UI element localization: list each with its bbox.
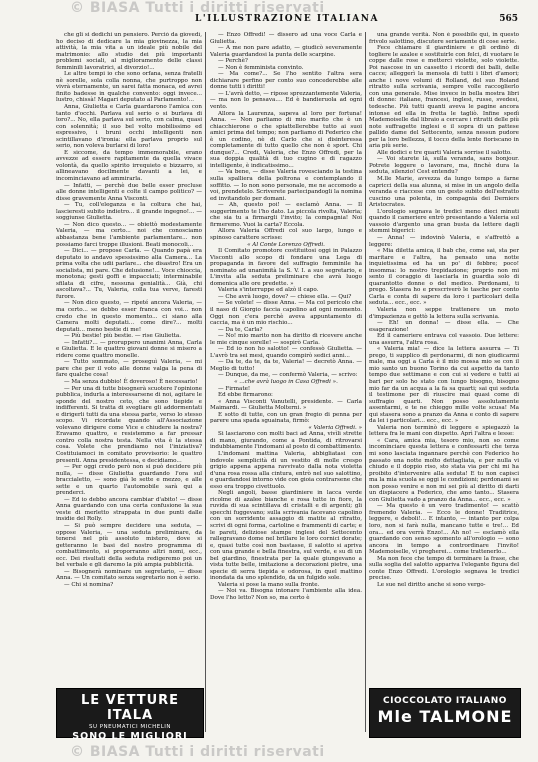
ad-left-line1: LE VETTURE ITALA bbox=[80, 693, 180, 723]
text-column-3 bbox=[369, 32, 519, 692]
ad-left-line2: SU PNEUMATICI MICHELIN bbox=[88, 724, 172, 730]
column-rule-1 bbox=[205, 32, 206, 732]
paragraph: — Che avrà luogo, dove? — chiese ella. — Qui? bbox=[218, 293, 352, 300]
paragraph: — Si può sempre decidere una seduta, — oppose Valeria, — una seduta preliminare, da tenersi nel più assoluto mistero, dove si getteranno le basi del nostro programma di combattimento, si proporranno altri nomi, ecc., ecc. Dei risultati della seduta redigeremo poi un bel verbale e gli daremo la più ampia pubblicità. bbox=[56, 523, 202, 569]
paragraph: — Dunque, da me, — confermò Valeria, — scrivo: bbox=[218, 372, 358, 379]
paragraph: — Non dico questo, — ripeté ancora Valeria, — ma certo... se debbo esser franca con voi... non credo che in questo momento... ci siano alla Camera molti deputati... come dire?... molti deputati... meno bestie di me! bbox=[56, 300, 202, 333]
paragraph: una grande verità. Non è possibile qui, in questo frivolo salottino, discutere seriamente di cose serie. bbox=[369, 32, 519, 45]
paragraph: — Infatti, — perchè due belle esser precluse alle donne intelligenti e colte il campo politico? — disse gravemente Anna Visconti. bbox=[56, 182, 202, 202]
paragraph: Anna, Giulietta e Carla guardarono l'amica con tanto d'occhi. Parlava sul serio o si burlava di loro?... No, ella parlava sul serio, con calma, quasi con solennità; il suo bel volto mobilissimo ed espressivo, i bruni occhi intelligenti non scintillavano d'ironia: ella parlava proprio sul serio, non voleva burlarsi di loro! bbox=[56, 104, 202, 150]
ad-left-line3: SONO LE MIGLIORI bbox=[72, 731, 188, 742]
paragraph: Ed ebbe firmarono: bbox=[218, 392, 273, 399]
paragraph: Ma non fece che tempo di terminare la frase, che sulla soglia del salotto appariva l'elegante figura del conte Enzo Offredi. L'orologio segnava le tredici precise. bbox=[369, 555, 519, 582]
paragraph: Le sue nel diritto anche si sono vergo- bbox=[377, 581, 486, 588]
ad-right-line2: Mle TALMONE bbox=[377, 707, 513, 726]
paragraph: — Ma questo è un vero tradimento! — scattò fremendo Valeria. — Ecco le donne! Traditrice, leggere, e deboli!... E intanto, — intanto per colpa loro, non si farà nulla, mancano tutte e tre!... Ed ora... ed ora verrà Enzo!... Ah no! — esclamò ella guardando con senso sgomento all'orologio — sono ancora in tempo a contrordinare l'invito! Mademoiselle, vi pregherei... come trattenerlo... bbox=[369, 503, 519, 556]
paragraph: — Va bene, — disse Valeria rovesciando la testina sulla spalliera della poltrona e contemplando il soffitto. — Io non sono personale, me ne accomodo a voi, prendetelo. Scriverete partecipandogli la nomina ed invitandolo per domani. bbox=[210, 169, 362, 202]
paragraph: — Anna! — indovinò Valeria, e s'affrettò a leggere: bbox=[369, 234, 519, 248]
paragraph: — Più bestie! più bestie. — rise Giulietta. bbox=[64, 333, 182, 340]
paragraph: L'indomani mattina Valeria, abbigliatasi con indovole semplicità di un vestito di molle crespo grigio appena appena ravvivato dalla nota violetta d'una rosa rossa alla cintura, entrò nel suo salottino, e guardandosi intorno vide con gioia contrarsene che esso era troppo civettuolo. bbox=[210, 451, 362, 490]
ad-right-line1: CIOCCOLATO ITALIANO bbox=[383, 696, 507, 706]
paragraph: Valeria s'interruppe ed alzò il capo. bbox=[218, 287, 319, 294]
paragraph: — Ah, questo poi! — esclamò Anna. — Il suggerimento te l'ho dato. La piccola rivolta, Valeria; che sia tu a firmargli l'invito; la compagnia! Noi firmeremo. Vuoi la carta? Eccola. bbox=[210, 202, 362, 228]
paragraph: — Ed io non ho salotto! — confessò Giulietta. — L'avrò tra sei mesi, quando compirò sedici anni... bbox=[210, 346, 362, 359]
paragraph: — Da te, Carla? bbox=[218, 326, 263, 333]
paragraph: Valeria non seppe trattenere un moto d'impazienza e gettò la lettera sulla scrivania. bbox=[369, 306, 519, 320]
ad-cioccolato-talmone bbox=[369, 688, 521, 738]
text-column-2 bbox=[210, 32, 362, 722]
paragraph: — A me non pare adatto, — giudicò severamente Valeria guardandosi la punta delle scarpine. bbox=[210, 45, 362, 58]
paragraph: « Valeria Offredi. » bbox=[308, 424, 362, 431]
paragraph: — Firmate! bbox=[218, 385, 251, 392]
paragraph: « Cara, amica mia, tesoro mio, non so come incominciare questa lettera e confessarti che terza mi sono lasciata ingannare perchè con Federico ho passato una notte molto dettagliata, e per nulla vi chiudo e il doppio riso, sto stata via per chi mi ha proibito d'intervenire alla seduta! E tu non capisci ma la mia scuola se oggi le condizioni; perdonami se non posso venire e non mi sei più al diritto di darti un dispiacere a Federico, che amo tanto... Stasera con Giulietta vado a pranzo da Anna... ecc., ecc. » bbox=[369, 437, 519, 503]
paragraph: L'orologio segnava le tredici meno dieci minuti quando il cameriere entrò presentando a Valeria sul vassoio d'argento una gran busta da lettere dagli stemmi bigerici: bbox=[369, 208, 519, 235]
paragraph: « Al Conte Lorenzo Offredi. bbox=[247, 241, 325, 248]
paragraph: — Eh! un donna! — disse ella. — Che esagerazione! bbox=[369, 320, 519, 333]
watermark-bottom: © BIASA Tutti i diritti riservati bbox=[70, 744, 325, 760]
paragraph: Le altre tempi io che sono orfana, senza fratelli nè sorelle, sola colla nonna, che purtroppo non vivrà eternamente, un sarei fatta monaca, ed avrei finito badesse in qualche convento: oggi invece... lustro, chissà! Magari deputato al Parlamento!... bbox=[56, 71, 202, 104]
paragraph: Negli angoli, basse giardiniere in lacca verde ricolme di azalee bianche e rosa tutte in fiore, la ruvida di sua scintillava di cristalli e di argenti; gli specchi fuggevano; sulla scrivania facevano capolino con un sorridente assaggio di matite al ritratto, scrivi di ogni forma, cartoline e frammenti di carte; e le pareti, deliziose stampe inglesi del Settecento rallegravano dome nel brillare le loro cornici dorate; e, quasi tutte così non bastasse, il salotto si apriva con una grande e bella finestra, sul verde, e su di un bel giardino, finestrata per la quale giungevano a vista tutte belle, imitazione a decorazioni pietre, una specie di serra tiepida e odorosa, in quel mattino inondata da uno splendido, da un fulgido sole. bbox=[210, 490, 362, 582]
paragraph: « Mia diletta amica, il bab che, come sai, sta per maritare e l'altra, ha pensato una notte inquietissima ed ha un po' di febbre; poco! insomma: lo nostro trepidazione; proprio non mi sento il coraggio di lasciarla in guardia solo di quarantotto donne o del medico. Perdonami, ti prego. Stasera ho e prescriverò le tasche per conto Carla e conta di sapere da loro i particolari della seduta... ecc., ecc. » bbox=[369, 248, 519, 307]
paragraph: Si lasciarono con molti baci ad Anna, vivìli strette di mano, giurando, come a Pontida, di ritrovarsi indubbiamente l'indomani al posto di combattimento. bbox=[210, 431, 362, 451]
paragraph: E sotto di tutte, con un gran fregio di penna per parere una spada sguainata, firmò: bbox=[210, 411, 362, 425]
paragraph: M.lle Marie, avvezza da lungo tempo a farne capricci della sua alunna, si mise in un angolo della veranda e riaccese con un gesto subito dell'estratto cuscino una polenta, in compagnia dei Derniers Aristocrates. bbox=[369, 176, 519, 209]
column-rule-2 bbox=[365, 32, 366, 732]
paragraph: Il Comitato promotore costituitosi oggi in Palazzo Visconti allo scopo di fondare una Lega di propaganda in favore del suffragio femminile ha nominato ad unanimità la S. V. I. a suo segretario, e L'invita alla seduta preliminare che avrà luogo domenica alle ore predette. » bbox=[210, 248, 362, 287]
paragraph: Fece chiamare il giardiniere e gli ordinò di togliere le azalee e sostituirle con felci, di vuotare le coppe dalle rose e metterci violette, solo violette. Poi nascose in un cassetto i ricordi dei balli, delle cacce; alleggerì la mensola di tutti i libri d'amori; anche i nove volumi di Rolland, del suo Roland ritratto sulla scrivania, sempre volle raccoglierlo con una generale. Mise invece in bella mostra libri di donne: italiane, francesi, inglesi, russe, svedesi, tedesche. Più tutti quanti aveva le pagine ancora intonse ed ella in fretta le tagliò. Infine spedì Mademoiselle dal libraio a cercare i ritratti delle più note suffragette inglesi e il sopra di un pattese pallido dame del Settecento, senza nessun pudore per la loro bellezza, il tocco della lente fioriscano in aria più serie. bbox=[369, 45, 519, 150]
paragraph: — Non è femminista convinto. bbox=[218, 64, 304, 71]
paragraph: — Ma senza dubbio! È doveroso! È necessario! bbox=[64, 378, 198, 385]
paragraph: — Se volete! — disse Anna. — Ma col pericolo che il naso di Giorgio faccia capolino ad ogni momento. Oggi non c'era perchè aveva appuntamento di caccia, ma è un mio rischio... bbox=[210, 300, 362, 327]
paragraph: — Bisognerà nominare un segretario, — disse Anna. — Un comitato senza segretario non è serio. bbox=[56, 568, 202, 582]
running-title: L'ILLUSTRAZIONE ITALIANA bbox=[195, 14, 379, 24]
paragraph: — L'avrà detto, — ripose sprezzantemente Valeria, — ma non lo pensava.... Ed è bandieruola ad ogni vento. bbox=[210, 90, 362, 111]
paragraph: — Dici... — propose Carla. — Quando papà era deputato io andavo spessissimo alla Camera... La prima volta che udii parlare... che disastro! Era un socialista, mi pare. Che delusione!... Voce chioccia, monotona; gesti goffi e impacciati; interminabile sfilata di cifre, nessuna genialità... Già, chi ascoltava?... Tu, Valeria, colla tua verve, faresti furore. bbox=[56, 248, 202, 300]
paragraph: — Perchè? bbox=[218, 58, 248, 65]
paragraph: Allora Valeria Offredi col suo largo, lungo e spinoso carattere scrisse: bbox=[210, 228, 362, 241]
page-header bbox=[56, 14, 518, 30]
paragraph: — Chi si nomina? bbox=[64, 581, 114, 588]
paragraph: — Enzo Offredi! — dissero ad una voce Carla e Giulietta. bbox=[210, 32, 362, 45]
paragraph: — Voi starete là, sulla veranda, sans bonjour. Potrete leggere o lavorare, ma, finchè dura la seduta, silenzio! Cest entendu? bbox=[369, 156, 519, 176]
paragraph: — Per oggi credo però non si può decidere più nulla, — disse Giulietta guardando l'ora sul braccialetto, — sono già le sette e mezzo, e alle sette e un quarto l'automobile sarà qui a prenderci. bbox=[56, 464, 202, 497]
paragraph: Alle dodici e tre quarti Valeria sorrise il salotto. bbox=[377, 149, 512, 156]
paragraph: — Ma come?... Se l'ho sentito l'altra sera dichiarare perfino per conto suo concederebbe alle donne tutti i diritti! bbox=[210, 71, 362, 91]
paragraph: « ...che avrà luogo in Casa Offredi ». bbox=[234, 378, 338, 385]
paragraph: E siccome, da tempo immemorabile, erano avvezze ad essere rapitamente da quella vivace volontà, da quello spirito irrequieto e bizzarro, si allineavano docilmente davanti a lei, e incominciavano ad ammirarla. bbox=[56, 149, 202, 183]
paragraph: — Infatti?... — proruppero unanimi Anna, Carla e Giulietta. E le quattro giovani donne si misero a ridere come quattro monelle. bbox=[56, 339, 202, 359]
paragraph: — No! mio marito non ha diritto di ricevere anche le mie cinque sorelle! — sospirò Carla. bbox=[210, 333, 362, 346]
paragraph: Allora la Laurenza, sapeva al loro per fortuna! Anna. — Non parliamo di mio marito che è un chiacchierone o che spiattellerebbe tutto ai suoi amici prima del tempo; non parliamo di Federico che è un codino, nè di Carlo che si disinteressa completamente di tutto quello che non è sport. Chi dunque?... Credi, Valeria, che Enzo Offredi, per la sua doppia qualità di tuo cugino e di ragazzo intelligente, è indicatissimo... bbox=[210, 110, 362, 169]
paragraph: Ed il cameriere entrava col vassoio. Due lettere: una assurra, l'altra rosa. bbox=[369, 333, 519, 346]
paragraph: — Tu, coll'eleganza e la coltura che hai, lascieresti subito indietro... il grande ingegno!... — soggiunse Giulietta. bbox=[56, 202, 202, 222]
paragraph: — Noi va. Bisogna intonare l'ambiente alla idea. Dove l'ho letto? Non so, ma certo è bbox=[210, 588, 362, 602]
page-number: 565 bbox=[499, 14, 518, 24]
paragraph: — Non dico questo... — obiettò modestamente Valeria, — ma certo... noi che conosciamo abbastanza bene l'ambiente parlamentare... non possiamo farci troppe illusioni. Beati monocoli... bbox=[56, 221, 202, 248]
text-column-1 bbox=[56, 32, 202, 682]
paragraph: « Valeria mia! — dice la lettera assurra — Ti prego, ti supplico di perdonarmi, di non giudicarmi male, ma oggi a Carla è il mio mossa mio se con il mio santo un buono Torino da cui aspetto da tanto tempo due settimane e con cui si vedere e tutti ai bari per solo ho stato con lungo bisogno, bisogno mio far da un acqua a la fa sa quarti; sai qui seduta il testimone per di riuscire mai quasi come di suffragio quarti. Non posso assolutamente assentarmi, e te ne chieggo mille volte scusa! Ma qui stasera sono a pranzo da Anna e conto di sapere da lei i particolari... ecc., ecc. » bbox=[369, 346, 519, 425]
paragraph: che gli si dedichi un pensiero. Perciò da giovedì, ho deciso di dedicare la mia giovinezza, la mia attività, la mia vita a un ideale più nobile del matrimonio: allo studio dei più importanti problemi sociali, al miglioramento delle classi femminili lavoratrici, al divorzio!... bbox=[56, 32, 202, 71]
paragraph: Valeria non terminò di leggere e spiegazzò la lettera fra le mani con dispetto. Aprì l'altra e lesse: bbox=[369, 424, 519, 438]
ad-vetture-itala bbox=[56, 688, 204, 742]
paragraph: — Tutto sommato, — proseguì Valeria, — mi pare che per il voto alle donne valga la pena di fare qualche cosa! bbox=[56, 359, 202, 379]
watermark-top: © BIASA Tutti i diritti riservati bbox=[70, 0, 325, 16]
paragraph: Valeria si pose la mano sulla fronte. bbox=[218, 581, 320, 588]
paragraph: — Ed io debbo ancora cambiar d'abito! — disse Anna guardando con una certa confusione la sua veste di merletto strappata in due punti dalle insidie del Rolly. bbox=[56, 496, 202, 523]
paragraph: — Per una di tutte bisognerà scuotere l'opinione pubblica, indurla a interessarsene di noi, agitare le sponde del nostro ceto, che sono tiepide e indifferenti. Si tratta di svegliare gli addormentati e dirigerli tutti da una stessa parte, verso lo stesso scopo. Vi ricordate quando all'Associazione volevano dirigere come Vice e chiudere la nostra? Eravamo quattro, e resistemmo a far pressar contro colla nostra testa. Nella vita è la stessa cosa. Volete che prendiamo noi l'iniziativa? Costituiamoci in comitato provvisorio: le quattro presenti. Anna presidentessa, e decidiamo... bbox=[56, 385, 202, 464]
paragraph: — Da te, da te, da te, Valeria! — decretò Anna. — Meglio di tutto! bbox=[210, 359, 362, 372]
paragraph: « Anna Visconti Vanutelli, presidente. — Carla Maimardi. — Giulietta Molterni. » bbox=[210, 398, 362, 412]
